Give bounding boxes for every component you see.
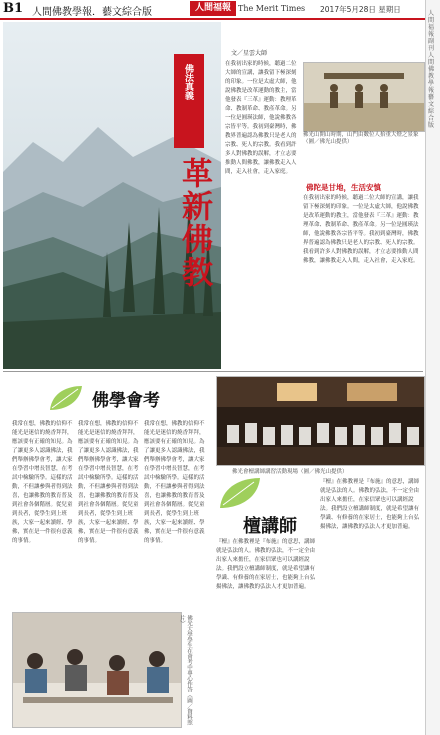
- section-divider: [3, 371, 423, 372]
- byline: 文／星雲大師: [231, 50, 268, 57]
- article-title-buddhism-exam: 佛學會考: [92, 391, 160, 411]
- article1-photo-caption: 佛光大學學生在會考中專心作答（圖／資料照片）: [179, 615, 192, 725]
- side-strip-text: 人間福報副刊人間佛教學報藝文綜合版: [428, 10, 435, 129]
- article2-body-col2: 『檀』在佛教裡是『布施』的意思，講師就是弘法的人。佛教的弘法，不一定全由出家人來擔任，在家信眾也可以講經說法。我們設立檀講師制度，就是希望讓有學識、有修養的在家居士，也能夠上台弘揚佛法，讓佛教的弘法人才更加普遍。: [320, 479, 420, 530]
- article-title-dana-lecturer: 檀講師: [243, 516, 297, 537]
- section-title: 人間佛教學報．藝文綜合版: [32, 7, 152, 18]
- page-header: [0, 0, 440, 20]
- lecture-hall-photo: [216, 376, 425, 466]
- section-badge: [174, 54, 204, 148]
- leaf-icon: [48, 384, 84, 412]
- header-rule: [0, 18, 428, 20]
- newspaper-logo: 人間福報: [190, 1, 236, 16]
- article2-photo-caption: 佛光會檀講師講習活動現場（圖／佛光山提供）: [232, 469, 348, 475]
- monks-photo: [303, 62, 425, 132]
- article1-body-col2: 我常在想，佛教的信仰不能光是迷信的燒香拜拜，應該要有正確的知見。為了讓更多人認識佛法，我們舉辦佛學會考，讓大家在學習中增長智慧，在考試中檢驗所學。這樣的活動，不但讓參與者得到法喜，也讓佛教的教育普及到社會各個階層。從兒童到長者，從學生到上班族，大家一起來讀經、學佛，實在是一件很有意義的事情。: [78, 421, 139, 544]
- feature-subhead: 佛陀是甘地，生活安慎: [306, 183, 381, 192]
- feature-body-col2: 在我初出家的時候，聽過二位大師的宣講，讓我留下極深刻的印象。一位是太虛大師，他說佛教是改革運動的教主，當他發表『三革』運動：教理革命、教制革命、教產革命。另一位是圓瑛法師，他說佛教各宗皆平等。我初到臺灣時，佛教界普遍認為佛教只是老人的宗教、死人的宗教。我看到許多人對佛教的誤解，才立志要推動人間佛教，讓佛教走入人間，走入社會，走入家庭。: [303, 195, 419, 264]
- article2-body-col1: 『檀』在佛教裡是『布施』的意思，講師就是弘法的人。佛教的弘法，不一定全由出家人來擔任，在家信眾也可以講經說法。我們設立檀講師制度，就是希望讓有學識、有修養的在家居士，也能夠上台弘揚佛法，讓佛教的弘法人才更加普遍。: [216, 539, 316, 590]
- side-strip: [425, 0, 440, 735]
- feature-photo-caption: 佛光山開山時期，山門由數位人抬重大燈之景象（圖／佛光山提供）: [303, 132, 419, 145]
- badge-text: 佛法真義: [183, 64, 193, 100]
- feature-body-col1: 在我初出家的時候，聽過二位大師的宣講，讓我留下極深刻的印象。一位是太虛大師，他說佛教是改革運動的教主，當他發表『三革』運動：教理革命、教制革命、教產革命。另一位是圓瑛法師，他說佛教各宗皆平等。我初到臺灣時，佛教界普遍認為佛教只是老人的宗教、死人的宗教。我看到許多人對佛教的誤解，才立志要推動人間佛教，讓佛教走入人間，走入社會，走入家庭。: [225, 61, 297, 175]
- feature-article: [3, 22, 423, 369]
- exam-students-photo: [12, 612, 182, 728]
- page-code: B1: [3, 1, 24, 16]
- issue-date: 2017年5月28日 星期日: [320, 5, 401, 14]
- leaf-icon-2: [218, 476, 262, 510]
- article1-body-col1: 我常在想，佛教的信仰不能光是迷信的燒香拜拜，應該要有正確的知見。為了讓更多人認識佛法，我們舉辦佛學會考，讓大家在學習中增長智慧，在考試中檢驗所學。這樣的活動，不但讓參與者得到法喜，也讓佛教的教育普及到社會各個階層。從兒童到長者，從學生到上班族，大家一起來讀經、學佛，實在是一件很有意義的事情。: [12, 421, 73, 544]
- article1-body-col3: 我常在想，佛教的信仰不能光是迷信的燒香拜拜，應該要有正確的知見。為了讓更多人認識佛法，我們舉辦佛學會考，讓大家在學習中增長智慧，在考試中檢驗所學。這樣的活動，不但讓參與者得到法喜，也讓佛教的教育普及到社會各個階層。從兒童到長者，從學生到上班族，大家一起來讀經、學佛，實在是一件很有意義的事情。: [144, 421, 205, 544]
- newspaper-logo-english: The Merit Times: [238, 4, 306, 13]
- feature-vertical-title: 革新佛教: [176, 157, 212, 289]
